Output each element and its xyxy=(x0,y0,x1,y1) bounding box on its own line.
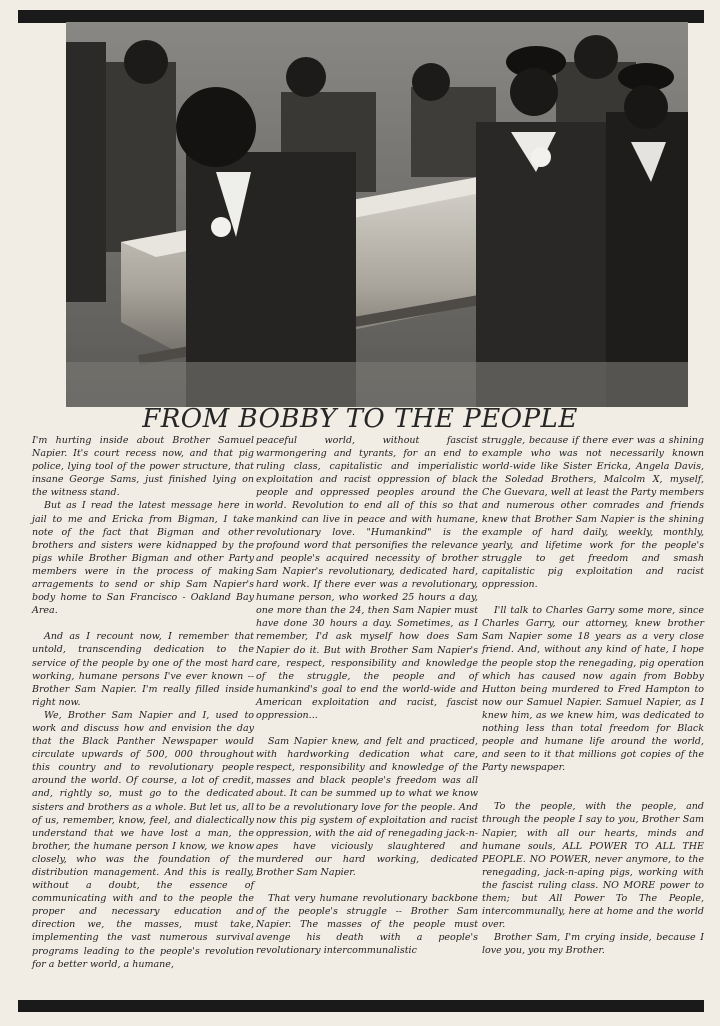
paragraph: peaceful world, without fascist warmongering and tyrants, for an end to ruling class, capitalistic and imperialistic exploitation and racist oppression of black people and oppressed peoples around the world. Revolution to end all of this so that mankind can live in peace and with humane, revolutionary love. "Humankind" is the profound word that personifies the relevance and people's acquired necessity of brother Sam Napier's revolutionary, dedicated hard, hard work. If there ever was a revolutionary, humane person, who worked 25 hours a day, one more than the 24, then Sam Napier must have done 30 hours a day. Sometimes, as I remember, I'd ask myself how does Sam Napier do it. But with Brother Sam Napier's care, respect, responsibility and knowledge of the struggle, the people and of humankind's goal to end the world-wide and American exploitation and racist, fascist oppression... xyxy=(256,435,478,721)
paragraph: To the people, with the people, and through the people I say to you, Brother Sam Napier, with all our hearts, minds and humane souls, ALL POWER TO ALL THE PEOPLE. NO POWER, never anymore, to the renegading, jack-n-aping pigs, working with the fascist ruling class. NO MORE power to them; but All Power To The People, intercommunally, here at home and the world over. xyxy=(482,801,704,931)
funeral-pallbearers-photo xyxy=(66,22,688,407)
paragraph: Sam Napier knew, and felt and practiced, with hardworking dedication what care, respect, responsibility and knowledge of the masses and black people's freedom was all about. It can be summed up to what we know to be a revolutionary love for the people. And now this pig system of exploitation and racist oppression, with the aid of renegading jack-n-apes have viciously slaughtered and murdered our hard working, dedicated Brother Sam Napier. xyxy=(256,736,478,878)
paragraph: But as I read the latest message here in jail to me and Ericka from Bigman, I take note of the fact that Bigman and other brothers and sisters were kidnapped by the pigs while Brother Bigman and other Party members were in the process of making arragements to send or ship Sam Napier's body home to San Francisco - Oakland Bay Area. xyxy=(32,500,254,617)
paragraph: struggle, because if there ever was a shining example who was not necessarily known world-wide like Sister Ericka, Angela Davis, the Soledad Brothers, Malcolm X, myself, Che Guevara, well at least the Party members and numerous other comrades and friends knew that Brother Sam Napier is the shining example of hard daily, weekly, monthly, yearly, and lifetime work for the people's struggle to get freedom and smash capitalistic pig exploitation and racist oppression. xyxy=(482,435,704,591)
bottom-rule xyxy=(18,1000,704,1012)
paragraph: Brother Sam, I'm crying inside, because I love you, you my Brother. xyxy=(482,932,704,957)
paragraph: I'll talk to Charles Garry some more, since Charles Garry, our attorney, knew brother Sam Napier some 18 years as a very close friend. And, without any kind of hate, I hope the people stop the renegading, pig operation which has caused now again from Bobby Hutton being murdered to Fred Hampton to now our Samuel Napier. Samuel Napier, as I knew him, as we knew him, was dedicated to nothing less than total freedom for Black people and humane life around the world, and seen to it that millions got copies of the Party newspaper. xyxy=(482,605,704,774)
paragraph: We, Brother Sam Napier and I, used to work and discuss how and envision the day that the Black Panther Newspaper would circulate upwards of 500, 000 throughout this country and to revolutionary people around the world. Of course, a lot of credit, and, rightly so, must go to the dedicated sisters and brothers as a whole. But let us, all of us, remember, know, feel, and dialectically understand that we have lost a man, the brother, the humane person I know, we know closely, who was the foundation of the distribution management. And this is really, without a doubt, the essence of communicating with and to the people the proper and necessary education and direction we, the masses, must take, implementing the vast numerous survival programs leading to the people's revolution for a better world, a humane, xyxy=(32,709,254,970)
headline: FROM BOBBY TO THE PEOPLE xyxy=(142,404,578,434)
article-column-2 xyxy=(256,434,478,958)
article-column-3 xyxy=(482,434,704,957)
article-column-1 xyxy=(32,434,254,971)
paragraph: I'm hurting inside about Brother Samuel Napier. It's court recess now, and that pig police, lying tool of the power structure, that insane George Sams, just finished lying on the witness stand. xyxy=(32,435,254,499)
paragraph: That very humane revolutionary backbone of the people's struggle -- Brother Sam Napier. The masses of the people must avenge his death with a people's revolutionary intercommunalistic xyxy=(256,893,478,957)
paragraph: And as I recount now, I remember that untold, transcending dedication to the service of the people by one of the most hard working, humane persons I've ever known -- Brother Sam Napier. I'm really filled inside right now. xyxy=(32,631,254,708)
funeral-pallbearers-photo-icon xyxy=(66,22,688,407)
